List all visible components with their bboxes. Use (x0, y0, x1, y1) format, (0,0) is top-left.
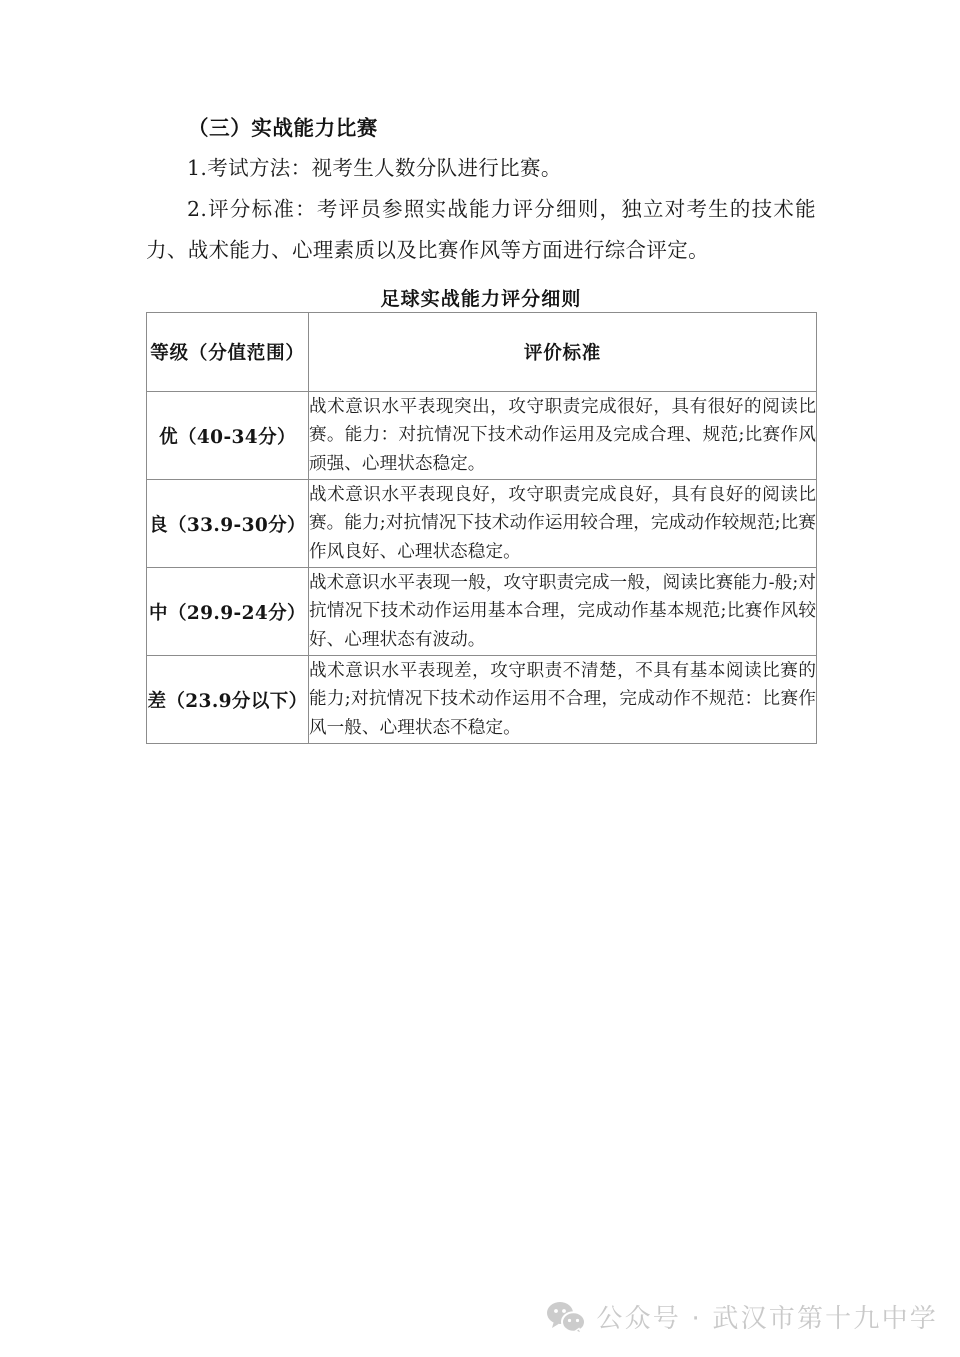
table-row (147, 568, 817, 656)
section-heading: （三）实战能力比赛 (188, 116, 378, 140)
column-header-criteria: 评价标准 (309, 313, 817, 392)
column-header-grade: 等级（分值范围） (147, 313, 309, 392)
criteria-text-good: 战术意识水平表现良好，攻守职责完成良好，具有良好的阅读比赛。能力;对抗情况下技术动作运用较合理，完成动作较规范;比赛作风良好、心理状态稳定。 (309, 480, 817, 568)
scoring-criteria-table (146, 312, 817, 744)
grade-label-poor: 差（23.9分以下） (147, 656, 309, 744)
footer-account-name: 公众号 · 武汉市第十九中学 (596, 1304, 938, 1334)
table-row (147, 656, 817, 744)
grade-label-excellent: 优（40-34分） (147, 392, 309, 480)
footer-watermark (0, 1298, 960, 1335)
table-row (147, 480, 817, 568)
wechat-icon (547, 1301, 585, 1333)
criteria-text-poor: 战术意识水平表现差，攻守职责不清楚，不具有基本阅读比赛的能力;对抗情况下技术动作运用不合理，完成动作不规范：比赛作风一般、心理状态不稳定。 (309, 656, 817, 744)
grade-label-good: 良（33.9-30分） (147, 480, 309, 568)
criteria-text-excellent: 战术意识水平表现突出，攻守职责完成很好，具有很好的阅读比赛。能力：对抗情况下技术动作运用及完成合理、规范;比赛作风顽强、心理状态稳定。 (309, 392, 817, 480)
body-content (146, 108, 816, 271)
table-header-row (147, 313, 817, 392)
table-title: 足球实战能力评分细则 (380, 288, 582, 310)
paragraph-scoring-standard: 2.评分标准：考评员参照实战能力评分细则，独立对考生的技术能力、战术能力、心理素质以及比赛作风等方面进行综合评定。 (146, 197, 816, 262)
criteria-text-medium: 战术意识水平表现一般，攻守职责完成一般，阅读比赛能力-般;对抗情况下技术动作运用基本合理，完成动作基本规范;比赛作风较好、心理状态有波动。 (309, 568, 817, 656)
paragraph-exam-method: 1.考试方法：视考生人数分队进行比赛。 (187, 156, 562, 180)
grade-label-medium: 中（29.9-24分） (147, 568, 309, 656)
table-row (147, 392, 817, 480)
